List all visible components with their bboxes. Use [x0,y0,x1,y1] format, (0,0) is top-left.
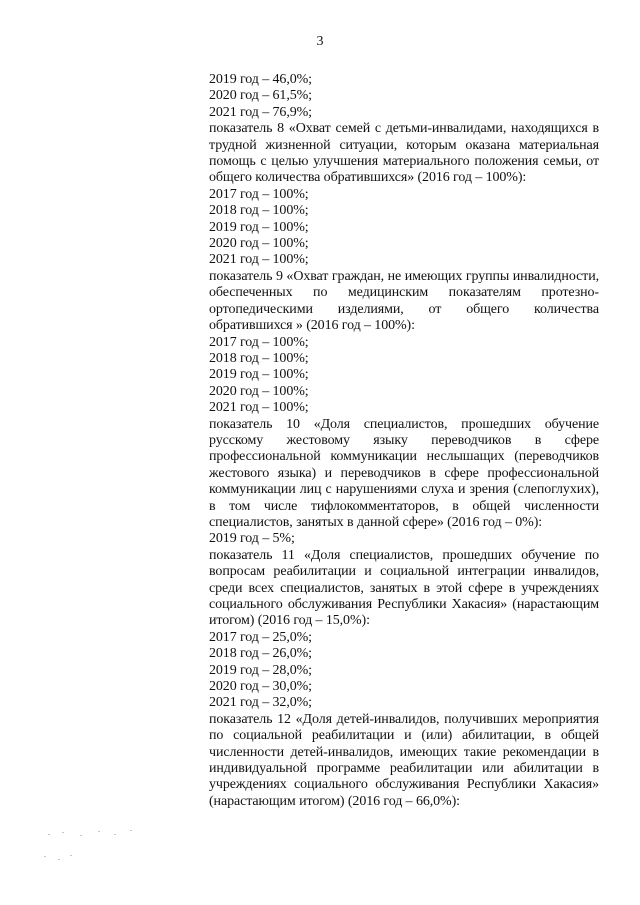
year-value-line: 2020 год – 100%; [209,383,309,399]
indicator-11-paragraph: показатель 11 «Доля специалистов, прошедших обучение по вопросам реабилитации и социальной интеграции инвалидов, среди всех специалистов, занятых в этой сфере в учреждениях социального обслуживания Республики Хакасия» (нарастающим итогом) (2016 год – 15,0%): [209,547,599,629]
indicator-8-paragraph: показатель 8 «Охват семей с детьми-инвалидами, находящихся в трудной жизненной ситуации, которым оказана материальная помощь с целью улучшения материального положения семьи, от общего количества обратившихся» (2016 год – 100%): [209,121,599,186]
year-value-line: 2018 год – 100%; [209,350,309,366]
year-value-line: 2017 год – 25,0%; [209,629,312,645]
year-value-line: 2018 год – 100%; [209,203,309,219]
year-value-line: 2019 год – 28,0%; [209,662,312,678]
scan-speck [48,834,50,835]
year-value-line: 2020 год – 100%; [209,236,309,252]
year-value-line: 2018 год – 26,0%; [209,646,312,662]
year-value-line: 2021 год – 100%; [209,252,309,268]
scan-speck [130,830,132,831]
scan-speck [114,834,116,835]
year-value-line: 2021 год – 76,9%; [209,104,312,120]
document-body [209,72,599,810]
year-value-line: 2021 год – 100%; [209,400,309,416]
year-value-line: 2020 год – 61,5%; [209,88,312,104]
indicator-10-paragraph: показатель 10 «Доля специалистов, прошедших обучение русскому жестовому языку переводчиков в сфере профессиональной коммуникации неслышащих (переводчиков жестового языка) и переводчиков в сфере профессиональной коммуникации лиц с нарушениями слуха и зрения (слепоглухих), в том числе тифлокомментаторов, в общей численности специалистов, занятых в данной сфере» (2016 год – 0%): [209,416,599,530]
year-value-line: 2021 год – 32,0%; [209,695,312,711]
scan-speck [70,855,72,856]
year-value-line: 2019 год – 5%; [209,531,295,547]
scan-speck [62,832,64,833]
year-value-line: 2017 год – 100%; [209,186,309,202]
year-value-line: 2019 год – 46,0%; [209,72,312,87]
year-value-line: 2020 год – 30,0%; [209,679,312,695]
year-value-line: 2017 год – 100%; [209,334,309,350]
indicator-12-paragraph: показатель 12 «Доля детей-инвалидов, получивших мероприятия по социальной реабилитации и (или) абилитации, в общей численности детей-инвалидов, имеющих такие рекомендации в индивидуальной программе реабилитации или абилитации в учреждениях социального обслуживания Республики Хакасия» (нарастающим итогом) (2016 год – 66,0%): [209,711,599,809]
scan-speck [44,856,46,857]
year-value-line: 2019 год – 100%; [209,367,309,383]
scan-noise-marks [40,828,150,868]
page-number: 3 [316,34,324,49]
scan-speck [80,835,82,836]
year-value-line: 2019 год – 100%; [209,219,309,235]
scan-speck [98,831,100,832]
scan-speck [58,859,60,860]
indicator-9-paragraph: показатель 9 «Охват граждан, не имеющих группы инвалидности, обеспеченных по медицинским показателям протезно-ортопедическими изделиями, от общего количества обратившихся » (2016 год – 100%): [209,268,599,334]
